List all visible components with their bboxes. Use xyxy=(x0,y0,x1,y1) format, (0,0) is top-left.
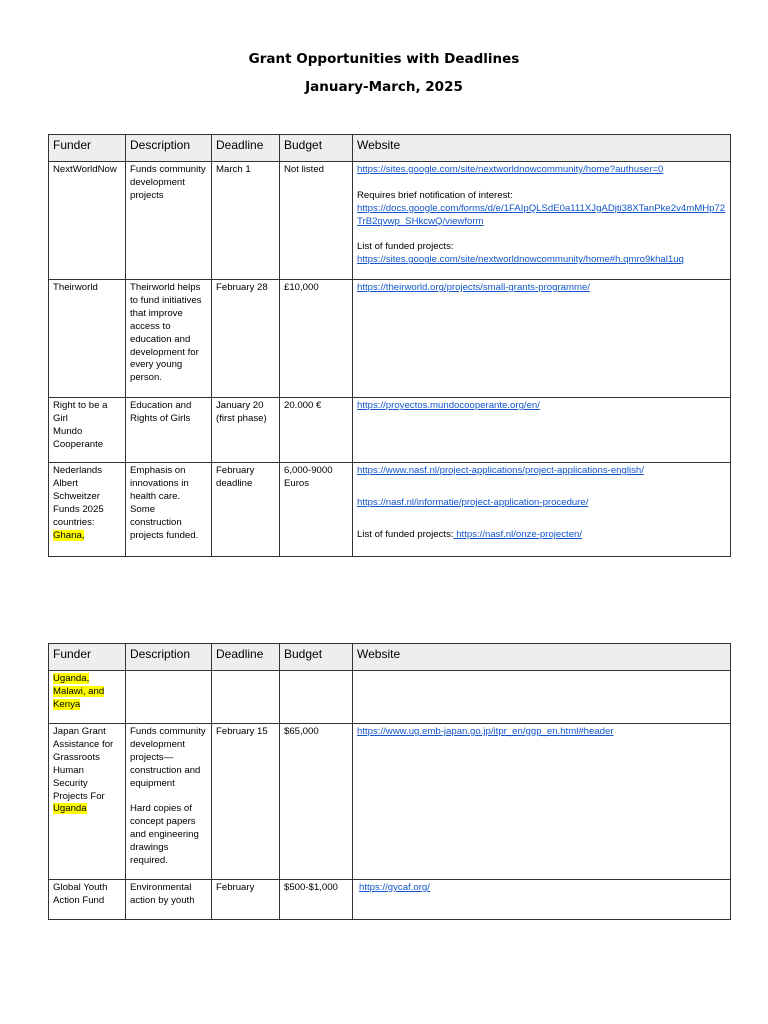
description-cell xyxy=(126,671,212,724)
description-cell: Funds community development projects xyxy=(126,162,212,280)
page-title: Grant Opportunities with Deadlines xyxy=(248,51,520,67)
funder-cell: Theirworld xyxy=(49,280,126,398)
notification-form-link[interactable]: https://docs.google.com/forms/d/e/1FAIpQLSdE0a111XJgADjti38XTanPke2v4mMHp72TrB2qvwp_SHkcwQ/viewform xyxy=(357,202,726,227)
description-requirement: Hard copies of concept papers and engineering drawings required. xyxy=(130,803,199,867)
table-row xyxy=(49,671,731,724)
description-cell xyxy=(126,724,212,880)
funder-name: Nederlands Albert Schweitzer Funds 2025 countries: xyxy=(53,465,104,528)
funded-projects-link[interactable]: https://nasf.nl/onze-projecten/ xyxy=(453,528,583,540)
website-cell xyxy=(353,280,731,398)
deadline-cell xyxy=(212,671,280,724)
header-budget: Budget xyxy=(280,644,353,671)
highlighted-country: Uganda, Malawi, and Kenya xyxy=(53,673,105,710)
grants-table-1 xyxy=(48,134,731,557)
funder-for-label: For xyxy=(90,790,105,802)
funder-organization: Mundo Cooperante xyxy=(53,425,104,450)
table-row xyxy=(49,880,731,920)
header-description: Description xyxy=(126,135,212,162)
deadline-cell: February 15 xyxy=(212,724,280,880)
funder-website-link[interactable]: https://www.nasf.nl/project-applications/project-applications-english/ xyxy=(357,465,644,476)
notification-note: Requires brief notification of interest: xyxy=(357,189,513,201)
header-budget: Budget xyxy=(280,135,353,162)
deadline-cell: February deadline xyxy=(212,463,280,557)
funder-website-link[interactable]: https://sites.google.com/site/nextworldnowcommunity/home?authuser=0 xyxy=(357,164,664,175)
table-row xyxy=(49,463,731,557)
funder-website-link[interactable]: https://proyectos.mundocooperante.org/en/ xyxy=(357,400,540,411)
deadline-cell: January 20 (first phase) xyxy=(212,398,280,463)
description-cell: Environmental action by youth xyxy=(126,880,212,920)
funder-website-link[interactable]: https://theirworld.org/projects/small-grants-programme/ xyxy=(357,282,590,293)
funder-cell xyxy=(49,162,126,280)
grants-table-2 xyxy=(48,643,731,920)
header-deadline: Deadline xyxy=(212,135,280,162)
table-header-row xyxy=(49,135,731,162)
funder-cell: Global Youth Action Fund xyxy=(49,880,126,920)
website-cell xyxy=(353,880,731,920)
highlighted-country: Uganda xyxy=(53,803,87,815)
website-cell xyxy=(353,463,731,557)
website-cell xyxy=(353,724,731,880)
budget-cell: £10,000 xyxy=(280,280,353,398)
table-row xyxy=(49,280,731,398)
table-header-row xyxy=(49,644,731,671)
website-cell xyxy=(353,398,731,463)
funder-cell xyxy=(49,398,126,463)
header-funder: Funder xyxy=(49,135,126,162)
funder-website-link[interactable]: https://www.ug.emb-japan.go.jp/itpr_en/ggp_en.html#header xyxy=(357,726,614,737)
funder-cell xyxy=(49,671,126,724)
deadline-cell: March 1 xyxy=(212,162,280,280)
website-cell xyxy=(353,671,731,724)
highlighted-country: Ghana, xyxy=(53,529,85,541)
deadline-cell: February 28 xyxy=(212,280,280,398)
table-row xyxy=(49,724,731,880)
funder-name: NextWorldNow xyxy=(53,164,117,175)
description-cell: Education and Rights of Girls xyxy=(126,398,212,463)
funder-website-link[interactable]: https://gycaf.org/ xyxy=(359,882,430,893)
website-cell xyxy=(353,162,731,280)
application-procedure-link[interactable]: https://nasf.nl/informatie/project-application-procedure/ xyxy=(357,496,589,508)
header-deadline: Deadline xyxy=(212,644,280,671)
funder-cell xyxy=(49,463,126,557)
description-cell: Theirworld helps to fund initiatives that improve access to education and development for every young person. xyxy=(126,280,212,398)
table-row xyxy=(49,162,731,280)
budget-cell: $500-$1,000 xyxy=(280,880,353,920)
page-subtitle: January-March, 2025 xyxy=(305,79,463,95)
header-description: Description xyxy=(126,644,212,671)
header-funder: Funder xyxy=(49,644,126,671)
funded-projects-label: List of funded projects: xyxy=(357,241,454,253)
budget-cell: 20.000 € xyxy=(280,398,353,463)
budget-cell: $65,000 xyxy=(280,724,353,880)
description-text: Funds community development projects—construction and equipment xyxy=(130,726,206,789)
funded-projects-link[interactable]: https://sites.google.com/site/nextworldnowcommunity/home#h.qmro9khal1uq xyxy=(357,254,684,266)
budget-cell: 6,000-9000 Euros xyxy=(280,463,353,557)
table-row xyxy=(49,398,731,463)
header-website: Website xyxy=(353,644,731,671)
funder-cell xyxy=(49,724,126,880)
funder-name: Right to be a Girl xyxy=(53,400,108,424)
description-cell: Emphasis on innovations in health care. Some construction projects funded. xyxy=(126,463,212,557)
header-website: Website xyxy=(353,135,731,162)
budget-cell: Not listed xyxy=(280,162,353,280)
budget-cell xyxy=(280,671,353,724)
funded-projects-label: List of funded projects: xyxy=(357,528,454,540)
deadline-cell: February xyxy=(212,880,280,920)
funded-projects-line xyxy=(357,529,726,542)
funder-name: Japan Grant Assistance for Grassroots Human Security Projects xyxy=(53,726,114,802)
